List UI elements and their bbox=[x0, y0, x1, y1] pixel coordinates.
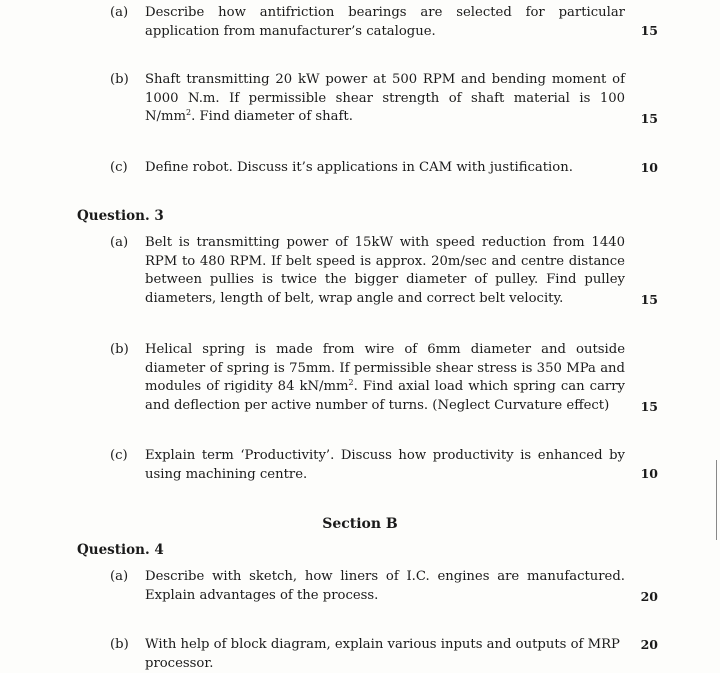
question-3-heading: Question. 3 bbox=[77, 208, 164, 224]
question-text: Define robot. Discuss it’s applications in CAM with justification. bbox=[145, 160, 573, 175]
section-title: Section B bbox=[322, 516, 398, 532]
marks: 15 bbox=[640, 399, 658, 414]
part-label: (b) bbox=[110, 72, 129, 87]
question-text: With help of block diagram, explain various inputs and outputs of MRP processor. bbox=[145, 637, 620, 671]
marks: 15 bbox=[640, 292, 658, 307]
question-text-line2: If permissible shear strength of shaft material is 100 $N/mm^2$. Find diameter of shaft. bbox=[145, 90, 625, 124]
question-text bbox=[145, 71, 625, 127]
part-label: (a) bbox=[110, 569, 129, 584]
marks: 15 bbox=[640, 111, 658, 126]
part-label: (c) bbox=[110, 448, 128, 463]
page-edge bbox=[716, 460, 717, 540]
question-text: Explain term ‘Productivity’. Discuss how productivity is enhanced by using machining centre. bbox=[145, 448, 625, 482]
marks: 10 bbox=[640, 160, 658, 175]
marks: 20 bbox=[640, 589, 658, 604]
part-label: (a) bbox=[110, 5, 129, 20]
marks: 20 bbox=[640, 637, 658, 652]
marks: 10 bbox=[640, 466, 658, 481]
part-label: (c) bbox=[110, 160, 128, 175]
part-label: (a) bbox=[110, 235, 129, 250]
part-label: (b) bbox=[110, 637, 129, 652]
question-4-heading: Question. 4 bbox=[77, 542, 164, 558]
question-text: Describe with sketch, how liners of I.C. engines are manufactured. Explain advantages of the process. bbox=[145, 569, 625, 603]
marks: 15 bbox=[640, 23, 658, 38]
question-text-line1: Shaft transmitting 20 kW power at 500 RPM and bending moment of 1000 N.m. bbox=[145, 72, 625, 106]
question-text: Describe how antifriction bearings are selected for particular application from manufacturer’s catalogue. bbox=[145, 5, 625, 39]
question-text: Helical spring is made from wire of 6mm diameter and outside diameter of spring is 75mm. If permissible shear stress is 350 MPa and modules of rigidity 84 $kN/mm^2$. Find axial load which spring can carry and deflection per active number of turns. (Neglect Curvature effect) bbox=[145, 342, 625, 413]
question-text: Belt is transmitting power of 15kW with speed reduction from 1440 RPM to 480 RPM. If belt speed is approx. 20m/sec and centre distance between pullies is twice the bigger diameter of pulley. Find pulley diameters, length of belt, wrap angle and correct belt velocity. bbox=[145, 235, 625, 306]
part-label: (b) bbox=[110, 342, 129, 357]
